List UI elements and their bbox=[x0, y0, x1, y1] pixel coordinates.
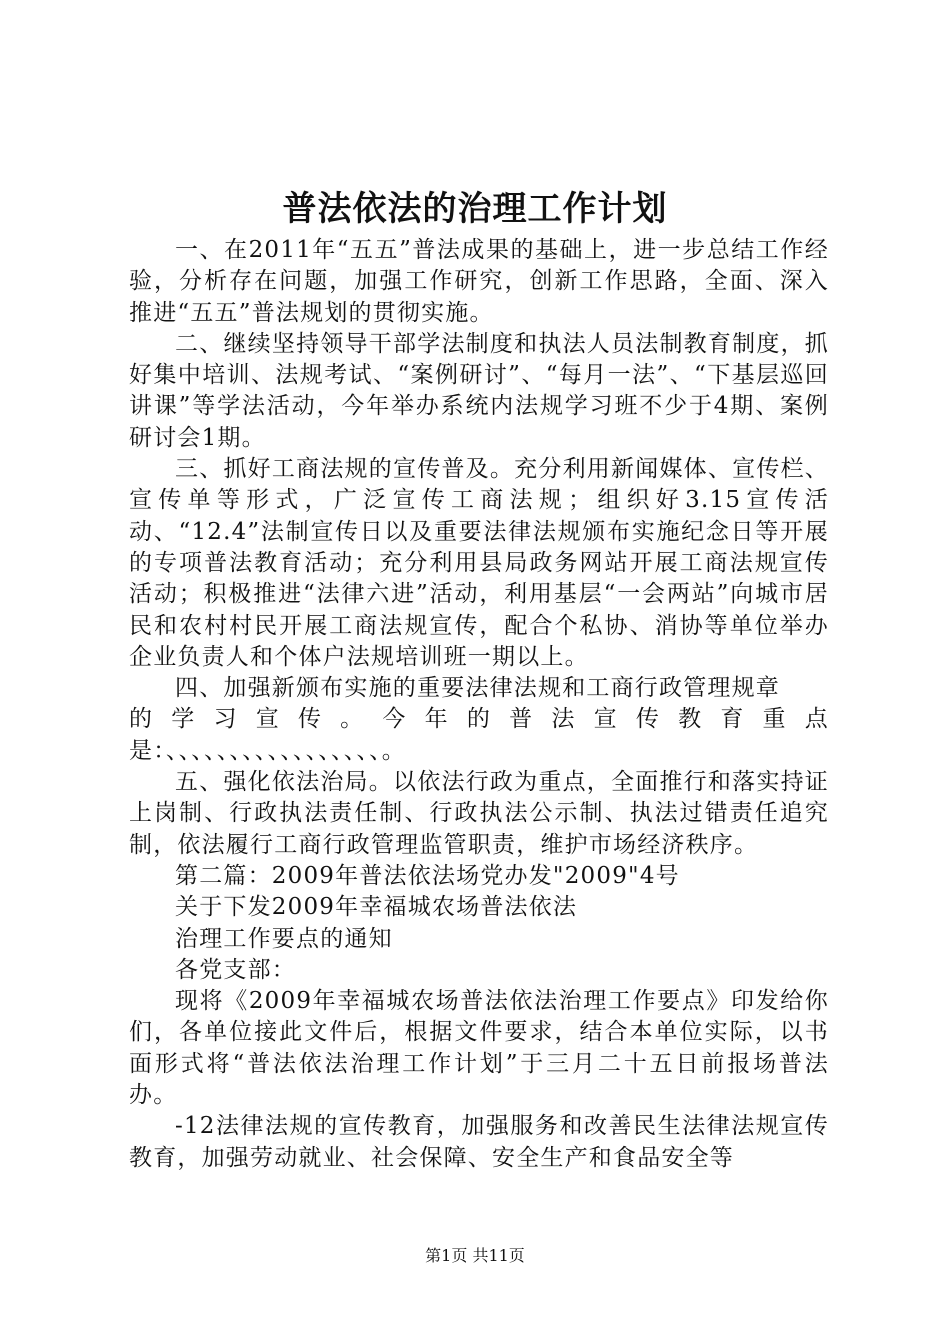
document-title: 普法依法的治理工作计划 bbox=[282, 189, 668, 229]
paragraph-2: 二、继续坚持领导干部学法制度和执法人员法制教育制度，抓好集中培训、法规考试、“案例研讨”、“每月一法”、“下基层巡回讲课”等学法活动，今年举办系统内法规学习班不少于4期、案例研讨会1期。 bbox=[129, 330, 829, 451]
paragraph-4-line-3: 是：、、、、、、、、、、、、、、、、、。 bbox=[129, 737, 406, 764]
paragraph-4-line-2: 的学习宣传。今年的普法宣传教育重点 bbox=[129, 706, 829, 733]
notice-title-line-2: 治理工作要点的通知 bbox=[175, 925, 393, 952]
paragraph-4-line-1: 四、加强新颁布实施的重要法律法规和工商行政管理规章 bbox=[175, 675, 780, 702]
page-footer: 第1页 共11页 bbox=[425, 1246, 525, 1265]
paragraph-3: 三、抓好工商法规的宣传普及。充分利用新闻媒体、宣传栏、宣传单等形式，广泛宣传工商法规；组织好3.15宣传活动、“12.4”法制宣传日以及重要法律法规颁布实施纪念日等开展的专项普法教育活动；充分利用县局政务网站开展工商法规宣传活动；积极推进“法律六进”活动，利用基层“一会两站”向城市居民和农村村民开展工商法规宣传，配合个私协、消协等单位举办企业负责人和个体户法规培训班一期以上。 bbox=[129, 456, 829, 670]
notice-title-line-1: 关于下发2009年幸福城农场普法依法 bbox=[175, 894, 578, 921]
paragraph-continued: -12法律法规的宣传教育，加强服务和改善民生法律法规宣传教育，加强劳动就业、社会保障、安全生产和食品安全等 bbox=[129, 1113, 829, 1171]
document-body bbox=[129, 235, 829, 1174]
paragraph-1: 一、在2011年“五五”普法成果的基础上，进一步总结工作经验，分析存在问题，加强工作研究，创新工作思路，全面、深入推进“五五”普法规划的贯彻实施。 bbox=[129, 237, 829, 326]
paragraph-notice-body: 现将《2009年幸福城农场普法依法治理工作要点》印发给你们，各单位接此文件后，根据文件要求，结合本单位实际，以书面形式将“普法依法治理工作计划”于三月二十五日前报场普法办。 bbox=[129, 988, 829, 1109]
section-heading: 第二篇：2009年普法依法场党办发"2009"4号 bbox=[175, 862, 680, 889]
salutation: 各党支部： bbox=[175, 956, 296, 983]
paragraph-5: 五、强化依法治局。以依法行政为重点，全面推行和落实持证上岗制、行政执法责任制、行政执法公示制、执法过错责任追究制，依法履行工商行政管理监管职责，维护市场经济秩序。 bbox=[129, 769, 829, 858]
